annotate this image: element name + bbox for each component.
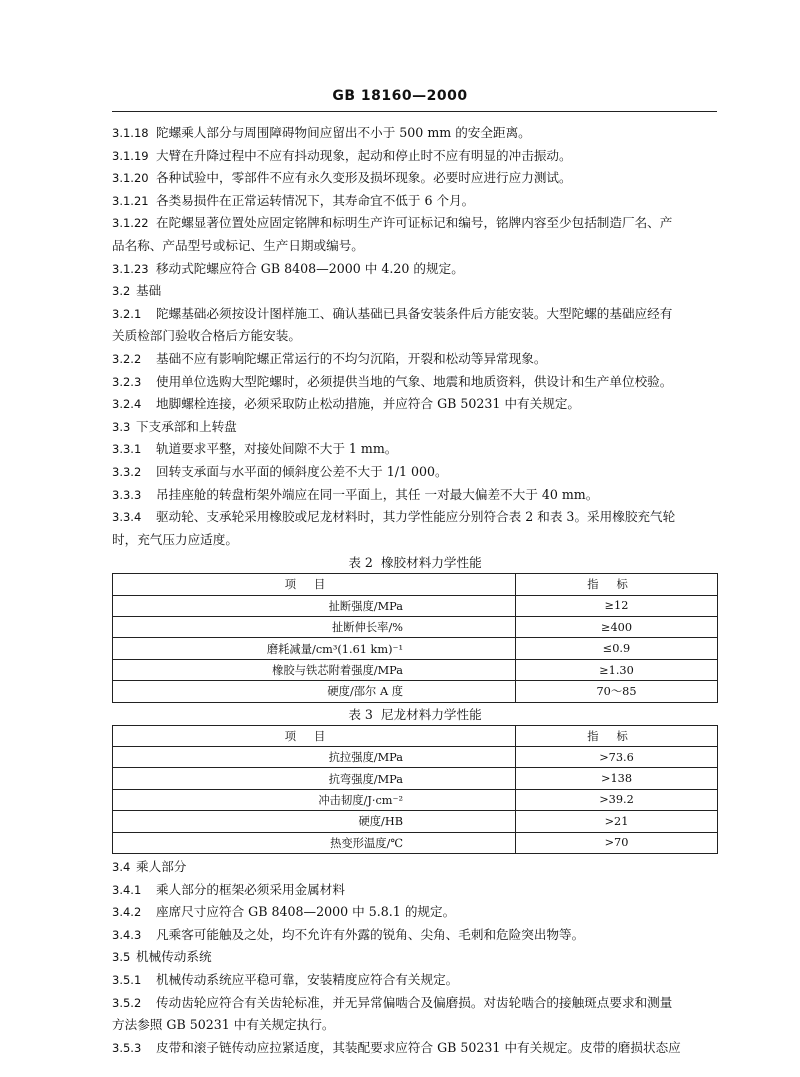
- section-title: 基础: [136, 283, 162, 299]
- clause-group-3-2: [112, 303, 718, 416]
- clause-continuation: 关质检部门验收合格后方能安装。: [112, 328, 301, 344]
- clause-text: 大臂在升降过程中不应有抖动现象，起动和停止时不应有明显的冲击振动。: [156, 147, 572, 163]
- property-value-cell: ≥1.30: [516, 659, 718, 680]
- property-value-cell: >21: [516, 811, 718, 832]
- clause-text: 皮带和滚子链传动应拉紧适度，其装配要求应符合 GB 50231 中有关规定。皮带的磨损状态应: [156, 1039, 681, 1055]
- clause: [112, 393, 718, 416]
- clause-number: 3.4.1: [112, 882, 142, 897]
- rubber-properties-table: [112, 573, 718, 702]
- clause-text: 各种试验中，零部件不应有永久变形及损坏现象。必要时应进行应力测试。: [156, 170, 572, 186]
- clause-number: 3.1.18: [112, 126, 149, 140]
- clause: [112, 969, 718, 992]
- property-name-cell: 硬度/邵尔 A 度: [113, 681, 516, 702]
- clause: [112, 258, 718, 281]
- property-value-cell: >39.2: [516, 789, 718, 810]
- property-name-cell: 冲击韧度/J·cm⁻²: [113, 789, 516, 810]
- header-rule: [112, 111, 717, 112]
- table-title: 尼龙材料力学性能: [380, 706, 482, 722]
- clause-text: 凡乘客可能触及之处，均不允许有外露的锐角、尖角、毛刺和危险突出物等。: [156, 926, 585, 942]
- clause-text: 地脚螺栓连接，必须采取防止松动措施，并应符合 GB 50231 中有关规定。: [156, 396, 581, 412]
- table-row: [113, 659, 718, 680]
- clause-text: 陀螺基础必须按设计图样施工、确认基础已具备安装条件后方能安装。大型陀螺的基础应经有: [156, 305, 673, 321]
- clause: [112, 438, 718, 461]
- clause-text: 吊挂座舱的转盘桁架外端应在同一平面上，其任 一对最大偏差不大于 40 mm。: [156, 486, 599, 502]
- table-header-row: [113, 725, 718, 746]
- clause-number: 3.1.21: [112, 193, 149, 208]
- table-row: [113, 789, 718, 810]
- property-value-cell: >138: [516, 768, 718, 789]
- clause-number: 3.2.3: [112, 374, 142, 389]
- clause-group-3-1: [112, 122, 718, 280]
- clause-number: 3.5.3: [112, 1040, 142, 1055]
- property-value-cell: >70: [516, 832, 718, 853]
- section-heading-3-2: [112, 280, 718, 303]
- table-3-caption: [112, 704, 718, 725]
- property-name-cell: 扯断强度/MPa: [113, 595, 516, 616]
- clause-continuation: 品名称、产品型号或标记、生产日期或编号。: [112, 237, 364, 253]
- property-name-cell: 橡胶与铁芯附着强度/MPa: [113, 659, 516, 680]
- clause-text: 轨道要求平整，对接处间隙不大于 1 mm。: [156, 441, 398, 457]
- clause-number: 3.1.19: [112, 148, 149, 163]
- clause-number: 3.3.4: [112, 510, 142, 525]
- clause-group-3-4: [112, 879, 718, 947]
- clause-text: 陀螺乘人部分与周围障碍物间应留出不小于 500 mm 的安全距离。: [156, 125, 531, 140]
- column-header-value: 指标: [516, 725, 718, 746]
- table-row: [113, 617, 718, 638]
- clause: [112, 461, 718, 484]
- section-heading-3-3: [112, 416, 718, 439]
- clause-number: 3.2.2: [112, 351, 142, 366]
- clause: [112, 190, 718, 213]
- table-label: 表 3: [348, 706, 373, 722]
- clause-number: 3.1.23: [112, 261, 149, 276]
- clause-number: 3.3.2: [112, 464, 142, 479]
- section-heading-3-5: [112, 946, 718, 969]
- section-number: 3.5: [112, 950, 131, 965]
- property-value-cell: 70～85: [516, 681, 718, 702]
- property-value-cell: ≥400: [516, 617, 718, 638]
- property-value-cell: >73.6: [516, 747, 718, 768]
- table-row: [113, 832, 718, 853]
- table-header-row: [113, 574, 718, 595]
- table-row: [113, 681, 718, 702]
- clause-group-3-3: [112, 438, 718, 551]
- clause: [112, 145, 718, 168]
- property-value-cell: ≤0.9: [516, 638, 718, 659]
- clause-group-3-5: [112, 969, 718, 1059]
- clause-number: 3.2.4: [112, 397, 142, 412]
- property-name-cell: 抗弯强度/MPa: [113, 768, 516, 789]
- section-heading-3-4: [112, 856, 718, 879]
- clause-text: 使用单位选购大型陀螺时，必须提供当地的气象、地震和地质资料，供设计和生产单位校验。: [156, 373, 673, 389]
- document-body: [112, 122, 718, 1059]
- section-number: 3.2: [112, 284, 131, 299]
- property-name-cell: 磨耗减量/cm³(1.61 km)⁻¹: [113, 638, 516, 659]
- clause: [112, 167, 718, 190]
- clause-continuation: 方法参照 GB 50231 中有关规定执行。: [112, 1017, 335, 1033]
- clause: [112, 506, 718, 529]
- clause-number: 3.1.20: [112, 171, 149, 186]
- clause-text: 机械传动系统应平稳可靠，安装精度应符合有关规定。: [156, 971, 459, 987]
- section-title: 乘人部分: [136, 858, 187, 874]
- nylon-properties-table: [112, 725, 718, 854]
- clause: [112, 1037, 718, 1060]
- clause-continuation: 时，充气压力应适度。: [112, 531, 238, 547]
- clause: [112, 371, 718, 394]
- clause: [112, 122, 718, 145]
- clause-number: 3.5.2: [112, 995, 142, 1010]
- table-row: [113, 595, 718, 616]
- property-name-cell: 抗拉强度/MPa: [113, 747, 516, 768]
- clause: [112, 992, 718, 1015]
- clause: [112, 212, 718, 235]
- clause-text: 驱动轮、支承轮采用橡胶或尼龙材料时，其力学性能应分别符合表 2 和表 3。采用橡胶充气轮: [156, 509, 676, 525]
- clause-text: 移动式陀螺应符合 GB 8408—2000 中 4.20 的规定。: [156, 260, 464, 276]
- clause-text: 传动齿轮应符合有关齿轮标准，并无异常偏啮合及偏磨损。对齿轮啮合的接触斑点要求和测量: [156, 994, 673, 1010]
- clause-text: 各类易损件在正常运转情况下，其寿命宜不低于 6 个月。: [156, 192, 475, 208]
- clause: [112, 901, 718, 924]
- table-row: [113, 811, 718, 832]
- table-row: [113, 768, 718, 789]
- clause-text: 乘人部分的框架必须采用金属材料: [156, 881, 345, 897]
- clause-number: 3.3.3: [112, 487, 142, 502]
- table-title: 橡胶材料力学性能: [380, 555, 482, 571]
- clause: [112, 303, 718, 326]
- clause: [112, 924, 718, 947]
- property-value-cell: ≥12: [516, 595, 718, 616]
- clause-text: 座席尺寸应符合 GB 8408—2000 中 5.8.1 的规定。: [156, 904, 456, 920]
- property-name-cell: 扯断伸长率/%: [113, 617, 516, 638]
- clause: [112, 484, 718, 507]
- column-header-item: 项目: [113, 574, 516, 595]
- property-name-cell: 硬度/HB: [113, 811, 516, 832]
- clause-number: 3.2.1: [112, 306, 142, 321]
- standard-number-header: GB 18160—2000: [332, 88, 468, 104]
- clause-number: 3.4.3: [112, 927, 142, 942]
- table-2-caption: [112, 552, 718, 573]
- clause-text: 在陀螺显著位置处应固定铭牌和标明生产许可证标记和编号，铭牌内容至少包括制造厂名、产: [156, 215, 673, 231]
- section-title: 下支承部和上转盘: [136, 418, 237, 434]
- clause-text: 基础不应有影响陀螺正常运行的不均匀沉陷，开裂和松动等异常现象。: [156, 350, 547, 366]
- clause: [112, 348, 718, 371]
- column-header-item: 项目: [113, 725, 516, 746]
- clause-number: 3.5.1: [112, 972, 142, 987]
- table-label: 表 2: [348, 555, 373, 571]
- section-number: 3.4: [112, 859, 131, 874]
- clause-text: 回转支承面与水平面的倾斜度公差不大于 1/1 000。: [156, 463, 448, 479]
- table-row: [113, 747, 718, 768]
- property-name-cell: 热变形温度/℃: [113, 832, 516, 853]
- column-header-value: 指标: [516, 574, 718, 595]
- clause-number: 3.3.1: [112, 442, 142, 457]
- table-row: [113, 638, 718, 659]
- clause: [112, 879, 718, 902]
- clause-number: 3.1.22: [112, 216, 149, 231]
- clause-number: 3.4.2: [112, 905, 142, 920]
- section-title: 机械传动系统: [136, 949, 212, 965]
- section-number: 3.3: [112, 419, 131, 434]
